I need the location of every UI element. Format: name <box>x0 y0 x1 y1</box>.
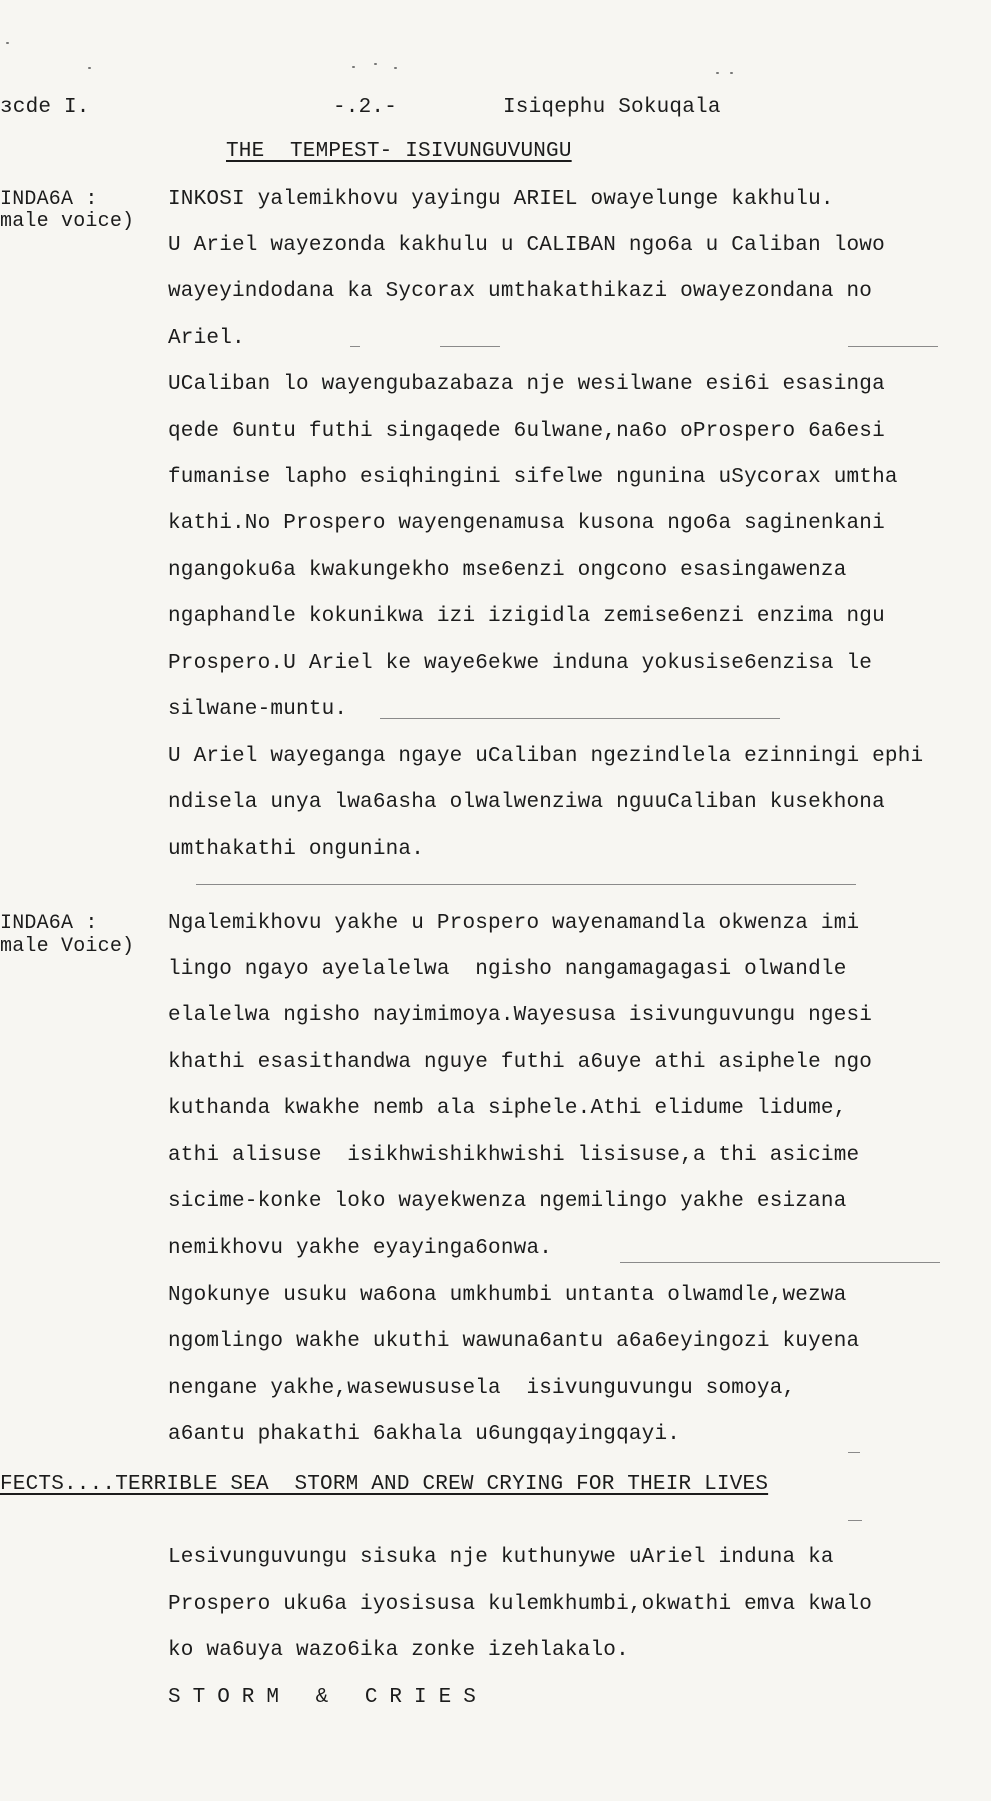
section1-line: UCaliban lo wayengubazabaza nje wesilwane esi6i esasinga <box>168 373 885 396</box>
section2-line: ngomlingo wakhe ukuthi wawuna6antu a6a6eyingozi kuyena <box>168 1330 860 1353</box>
section2-line: athi alisuse isikhwishikhwishi lisisuse,a thi asicime <box>168 1144 860 1167</box>
specks <box>716 72 719 74</box>
section1-line: kathi.No Prospero wayengenamusa kusona ngo6a saginenkani <box>168 512 885 535</box>
section2-line: a6antu phakathi 6akhala u6ungqayingqayi. <box>168 1423 681 1446</box>
section2-line: Ngokunye usuku wa6ona umkhumbi untanta olwamdle,wezwa <box>168 1284 847 1307</box>
header-page-number: -.2.- <box>333 96 398 119</box>
document-title: THE TEMPEST- ISIVUNGUVUNGU <box>226 140 572 163</box>
section1-line: silwane-muntu. <box>168 698 348 721</box>
speaker-name-1: INDA6A : <box>0 188 98 211</box>
section2-line: elalelwa ngisho nayimimoya.Wayesusa isivunguvungu ngesi <box>168 1004 873 1027</box>
section1-line: Ariel. <box>168 327 245 350</box>
specks <box>88 67 91 69</box>
section1-line: INKOSI yalemikhovu yayingu ARIEL owayelunge kakhulu. <box>168 188 834 211</box>
section2-line: kuthanda kwakhe nemb ala siphele.Athi elidume lidume, <box>168 1097 847 1120</box>
specks <box>6 42 9 44</box>
section1-line: umthakathi ongunina. <box>168 838 425 861</box>
section1-line: qede 6untu futhi singaqede 6ulwane,na6o oProspero 6a6esi <box>168 420 885 443</box>
header-scene-label: ɜcde I. <box>0 96 90 119</box>
section1-line: ndisela unya lwa6asha olwalwenziwa nguuCaliban kusekhona <box>168 791 885 814</box>
section2-line: lingo ngayo ayelalelwa ngisho nangamagagasi olwandle <box>168 958 847 981</box>
section2-line: Ngalemikhovu yakhe u Prospero wayenamandla okwenza imi <box>168 912 860 935</box>
stray-marks <box>848 1520 862 1521</box>
stray-marks <box>350 346 360 347</box>
header-episode-title: Isiqephu Sokuqala <box>503 96 721 119</box>
specks <box>374 63 377 65</box>
sound-effects-heading: FECTS....TERRIBLE SEA STORM AND CREW CRYING FOR THEIR LIVES <box>0 1473 769 1496</box>
speaker-name-2: INDA6A : <box>0 912 98 935</box>
stray-marks <box>848 1452 860 1453</box>
specks <box>394 67 397 69</box>
section1-line: ngaphandle kokunikwa izi izigidla zemise6enzi enzima ngu <box>168 605 885 628</box>
section3-line: Lesivunguvungu sisuka nje kuthunywe uAriel induna ka <box>168 1546 834 1569</box>
section1-line: fumanise lapho esiqhingini sifelwe ngunina uSycorax umtha <box>168 466 898 489</box>
section2-line: khathi esasithandwa nguye futhi a6uye athi asiphele ngo <box>168 1051 873 1074</box>
section1-line: U Ariel wayezonda kakhulu u CALIBAN ngo6a u Caliban lowo <box>168 234 885 257</box>
stray-marks <box>440 346 500 347</box>
section3-line: Prospero uku6a iyosisusa kulemkhumbi,okwathi emva kwalo <box>168 1593 873 1616</box>
specks <box>730 72 733 74</box>
section1-line: wayeyindodana ka Sycorax umthakathikazi owayezondana no <box>168 280 873 303</box>
speaker-voice-1: male voice) <box>0 210 135 233</box>
stray-marks <box>620 1262 940 1263</box>
section1-line: U Ariel wayeganga ngaye uCaliban ngezindlela ezinningi ephi <box>168 745 924 768</box>
storm-cue-label: STORM & CRIES <box>168 1686 488 1709</box>
section3-line: ko wa6uya wazo6ika zonke izehlakalo. <box>168 1639 629 1662</box>
speaker-voice-2: male Voice) <box>0 935 135 958</box>
specks <box>352 66 355 68</box>
section1-line: Prospero.U Ariel ke waye6ekwe induna yokusise6enzisa le <box>168 652 873 675</box>
stray-marks <box>196 884 856 885</box>
section2-line: sicime-konke loko wayekwenza ngemilingo yakhe esizana <box>168 1190 847 1213</box>
section2-line: nemikhovu yakhe eyayinga6onwa. <box>168 1237 553 1260</box>
stray-marks <box>380 718 780 719</box>
section1-line: ngangoku6a kwakungekho mse6enzi ongcono esasingawenza <box>168 559 847 582</box>
stray-marks <box>848 346 938 347</box>
section2-line: nengane yakhe,wasewususela isivunguvungu somoya, <box>168 1377 796 1400</box>
